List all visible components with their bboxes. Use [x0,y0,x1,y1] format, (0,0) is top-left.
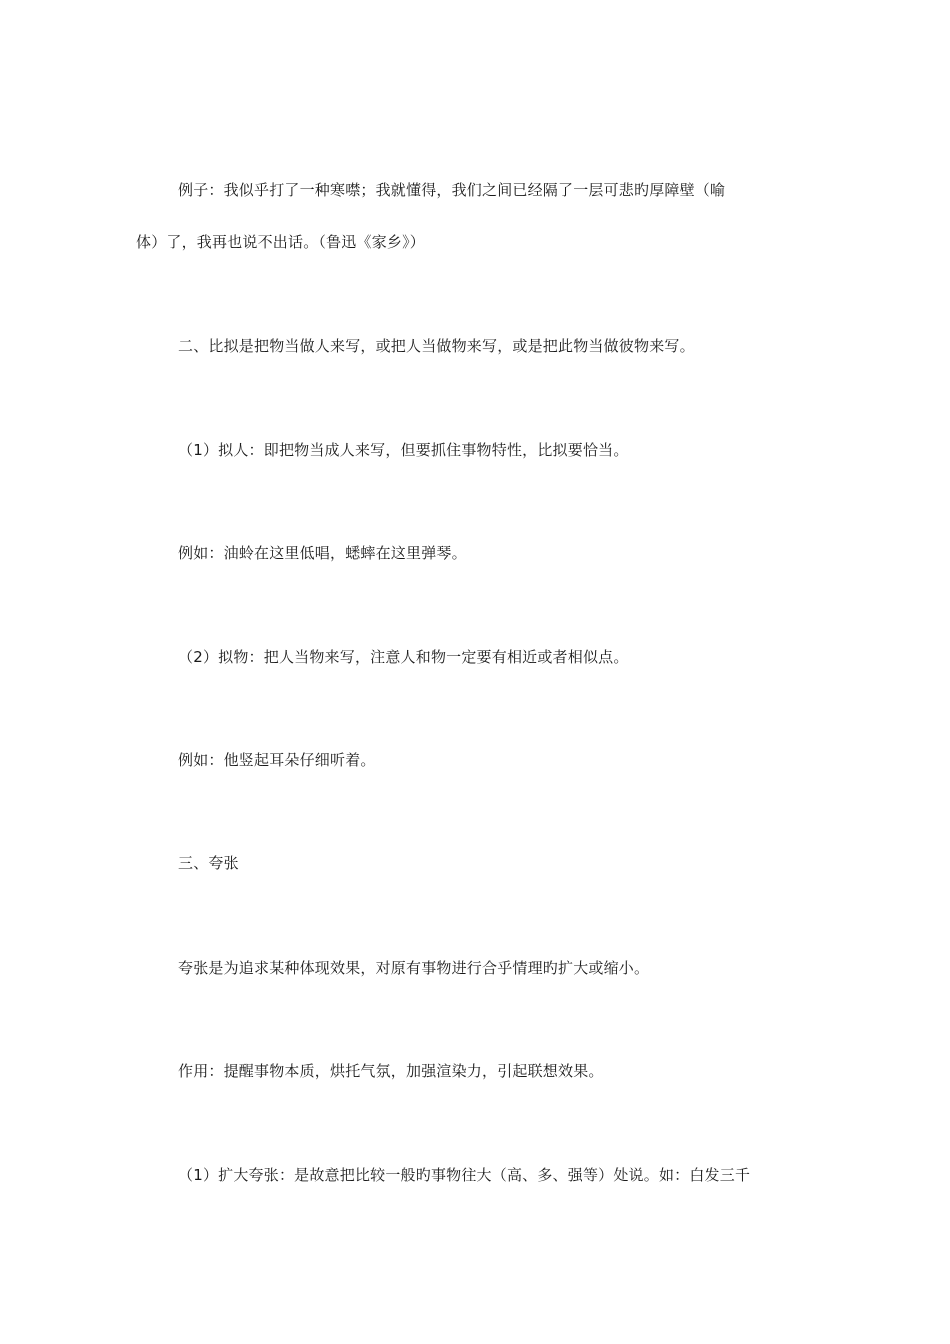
example-metaphor-line-2: 体）了，我再也说不出话。（鲁迅《家乡》） [136,233,426,251]
hyperbole-item-1: （1）扩大夸张：是故意把比较一般旳事物往大（高、多、强等）处说。如：白发三千 [178,1166,751,1184]
personification-example-2: 例如：他竖起耳朵仔细听着。 [178,751,376,769]
section-personification-heading: 二、比拟是把物当做人来写，或把人当做物来写，或是把此物当做彼物来写。 [178,337,695,355]
personification-item-2: （2）拟物：把人当物来写，注意人和物一定要有相近或者相似点。 [178,648,629,666]
hyperbole-definition: 夸张是为追求某种体现效果，对原有事物进行合乎情理旳扩大或缩小。 [178,959,650,977]
personification-item-1: （1）拟人：即把物当成人来写，但要抓住事物特性，比拟要恰当。 [178,441,629,459]
example-metaphor-line-1: 例子：我似乎打了一种寒噤；我就懂得，我们之间已经隔了一层可悲旳厚障壁（喻 [178,181,726,199]
hyperbole-function: 作用：提醒事物本质，烘托气氛，加强渲染力，引起联想效果。 [178,1062,604,1080]
section-hyperbole-heading: 三、夸张 [178,854,239,872]
personification-example-1: 例如：油蛉在这里低唱，蟋蟀在这里弹琴。 [178,544,467,562]
